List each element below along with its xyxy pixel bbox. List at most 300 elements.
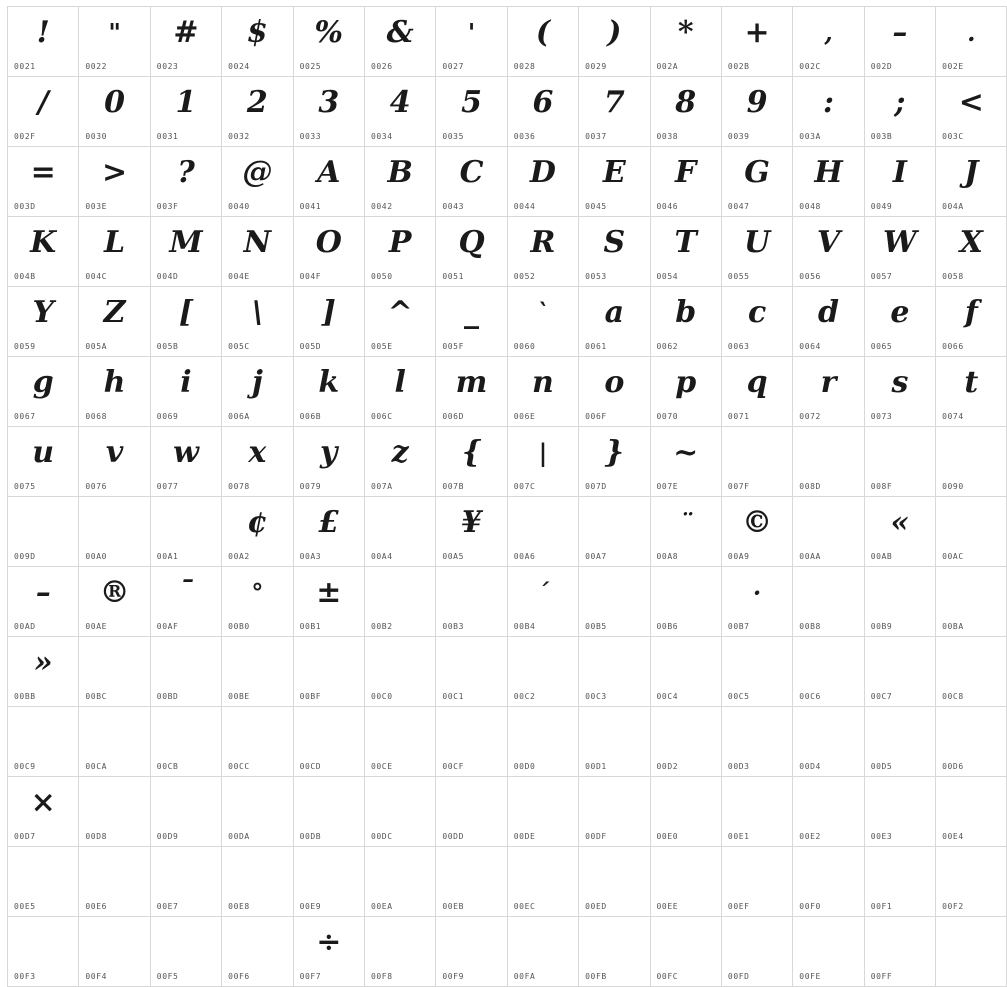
glyph-cell[interactable] [864, 847, 935, 917]
glyph-cell[interactable] [293, 567, 364, 637]
glyph-code-point: 00BD [156, 692, 179, 701]
glyph-cell[interactable] [650, 917, 721, 987]
glyph-code-point: 005D [299, 342, 322, 351]
glyph-cell[interactable] [150, 217, 221, 287]
glyph-cell[interactable] [364, 917, 435, 987]
glyph-cell[interactable] [436, 567, 507, 637]
glyph-code-point: 003A [799, 132, 821, 141]
glyph-cell[interactable] [936, 357, 1007, 427]
glyph-cell[interactable] [293, 917, 364, 987]
glyph-cell[interactable] [364, 847, 435, 917]
glyph-cell[interactable] [864, 217, 935, 287]
glyph-character [865, 641, 935, 685]
glyph-cell[interactable] [721, 217, 792, 287]
glyph-code-point: 006B [299, 412, 322, 421]
glyph-cell[interactable] [364, 637, 435, 707]
glyph-cell[interactable] [364, 7, 435, 77]
glyph-cell[interactable] [150, 497, 221, 567]
glyph-cell[interactable] [579, 567, 650, 637]
glyph-cell[interactable] [150, 707, 221, 777]
glyph-code-point: 0027 [442, 62, 465, 71]
glyph-cell[interactable] [79, 777, 150, 847]
glyph-character: X [959, 225, 983, 260]
glyph-cell[interactable] [364, 707, 435, 777]
glyph-cell[interactable] [8, 7, 79, 77]
glyph-cell[interactable] [293, 707, 364, 777]
glyph-character [365, 851, 435, 895]
glyph-cell[interactable] [8, 357, 79, 427]
glyph-character: Z [103, 295, 126, 330]
glyph-character: % [314, 15, 344, 50]
glyph-cell[interactable] [650, 77, 721, 147]
glyph-cell[interactable] [222, 287, 293, 357]
glyph-cell[interactable] [8, 707, 79, 777]
glyph-character: I [892, 155, 907, 190]
glyph-cell[interactable] [364, 77, 435, 147]
glyph-code-point: 00C9 [14, 762, 36, 771]
glyph-cell[interactable] [936, 497, 1007, 567]
glyph-cell[interactable] [79, 637, 150, 707]
glyph-cell[interactable] [864, 7, 935, 77]
glyph-cell[interactable] [436, 7, 507, 77]
glyph-cell[interactable] [579, 217, 650, 287]
glyph-character: = [30, 155, 56, 190]
glyph-code-point: 00F0 [799, 902, 821, 911]
glyph-cell[interactable] [579, 287, 650, 357]
glyph-cell[interactable] [936, 147, 1007, 217]
glyph-code-point: 0073 [870, 412, 893, 421]
glyph-code-point: 00C5 [727, 692, 750, 701]
glyph-cell[interactable] [721, 77, 792, 147]
glyph-cell[interactable] [936, 217, 1007, 287]
glyph-character [222, 641, 292, 685]
glyph-cell[interactable] [8, 917, 79, 987]
glyph-cell[interactable] [864, 777, 935, 847]
glyph-cell[interactable] [507, 917, 578, 987]
glyph-cell[interactable] [793, 357, 864, 427]
glyph-character [508, 501, 578, 545]
glyph-cell[interactable] [507, 217, 578, 287]
glyph-cell[interactable] [793, 217, 864, 287]
glyph-code-point: 00B9 [870, 622, 893, 631]
glyph-cell[interactable] [864, 707, 935, 777]
glyph-character: w [173, 435, 199, 470]
glyph-cell[interactable] [864, 567, 935, 637]
glyph-cell[interactable] [864, 147, 935, 217]
glyph-cell[interactable] [936, 567, 1007, 637]
glyph-cell[interactable] [507, 147, 578, 217]
glyph-cell[interactable] [579, 147, 650, 217]
glyph-character: : [822, 85, 835, 120]
glyph-cell[interactable] [721, 427, 792, 497]
glyph-code-point: 00B8 [799, 622, 821, 631]
glyph-cell[interactable] [222, 147, 293, 217]
glyph-character [79, 921, 149, 965]
glyph-cell[interactable] [436, 497, 507, 567]
glyph-cell[interactable] [721, 497, 792, 567]
glyph-character [722, 781, 792, 825]
glyph-character: ¨ [679, 508, 692, 537]
glyph-cell[interactable] [507, 287, 578, 357]
glyph-cell[interactable] [507, 427, 578, 497]
glyph-cell[interactable] [79, 707, 150, 777]
glyph-cell[interactable] [936, 77, 1007, 147]
glyph-cell[interactable] [579, 917, 650, 987]
glyph-cell[interactable] [79, 357, 150, 427]
glyph-cell[interactable] [579, 357, 650, 427]
glyph-cell[interactable] [436, 147, 507, 217]
glyph-cell[interactable] [864, 497, 935, 567]
glyph-character [793, 711, 863, 755]
glyph-cell[interactable] [793, 147, 864, 217]
glyph-cell[interactable] [364, 497, 435, 567]
glyph-row [8, 427, 1007, 497]
glyph-cell[interactable] [222, 777, 293, 847]
glyph-code-point: 00AF [156, 622, 179, 631]
glyph-cell[interactable] [436, 847, 507, 917]
glyph-cell[interactable] [222, 847, 293, 917]
glyph-cell[interactable] [793, 567, 864, 637]
glyph-cell[interactable] [650, 147, 721, 217]
glyph-code-point: 0031 [156, 132, 179, 141]
glyph-cell[interactable] [293, 427, 364, 497]
glyph-cell[interactable] [293, 777, 364, 847]
glyph-cell[interactable] [436, 357, 507, 427]
glyph-character [936, 431, 1006, 475]
glyph-cell[interactable] [293, 637, 364, 707]
glyph-code-point: 0029 [585, 62, 607, 71]
glyph-character [8, 711, 78, 755]
glyph-code-point: 0061 [585, 342, 607, 351]
glyph-cell[interactable] [507, 637, 578, 707]
glyph-cell[interactable] [364, 567, 435, 637]
glyph-cell[interactable] [507, 7, 578, 77]
glyph-cell[interactable] [150, 637, 221, 707]
glyph-character [508, 851, 578, 895]
glyph-cell[interactable] [650, 777, 721, 847]
glyph-code-point: 00B6 [656, 622, 679, 631]
glyph-code-point: 0026 [370, 62, 393, 71]
glyph-character [8, 921, 78, 965]
glyph-code-point: 00AE [85, 622, 108, 631]
glyph-cell[interactable] [793, 7, 864, 77]
glyph-cell[interactable] [8, 217, 79, 287]
glyph-cell[interactable] [222, 637, 293, 707]
glyph-code-point: 0030 [85, 132, 108, 141]
glyph-cell[interactable] [579, 707, 650, 777]
glyph-character: ' [467, 18, 476, 47]
glyph-character: e [890, 295, 910, 330]
glyph-cell[interactable] [8, 287, 79, 357]
glyph-cell[interactable] [150, 917, 221, 987]
glyph-cell[interactable] [650, 847, 721, 917]
glyph-cell[interactable] [222, 917, 293, 987]
glyph-character: } [604, 435, 624, 470]
glyph-cell[interactable] [721, 147, 792, 217]
glyph-cell[interactable] [650, 427, 721, 497]
glyph-code-point: 0060 [513, 342, 536, 351]
glyph-code-point: 0043 [442, 202, 465, 211]
glyph-character: + [744, 15, 770, 50]
glyph-cell[interactable] [936, 707, 1007, 777]
glyph-cell[interactable] [222, 357, 293, 427]
glyph-cell[interactable] [222, 707, 293, 777]
glyph-character: ; [894, 85, 906, 120]
glyph-cell[interactable] [293, 357, 364, 427]
glyph-cell[interactable] [150, 77, 221, 147]
glyph-cell[interactable] [79, 427, 150, 497]
glyph-cell[interactable] [507, 707, 578, 777]
glyph-character: x [248, 435, 267, 470]
glyph-cell[interactable] [650, 707, 721, 777]
glyph-cell[interactable] [793, 847, 864, 917]
glyph-cell[interactable] [436, 707, 507, 777]
glyph-cell[interactable] [8, 497, 79, 567]
glyph-character: ± [316, 575, 342, 610]
glyph-cell[interactable] [293, 147, 364, 217]
glyph-character [936, 571, 1006, 615]
glyph-cell[interactable] [579, 427, 650, 497]
glyph-code-point: 007D [585, 482, 607, 491]
glyph-character [436, 711, 506, 755]
glyph-cell[interactable] [650, 7, 721, 77]
glyph-cell[interactable] [8, 427, 79, 497]
glyph-cell[interactable] [79, 217, 150, 287]
glyph-character [793, 921, 863, 965]
glyph-cell[interactable] [222, 7, 293, 77]
glyph-cell[interactable] [936, 7, 1007, 77]
glyph-cell[interactable] [793, 917, 864, 987]
glyph-cell[interactable] [222, 77, 293, 147]
glyph-row [8, 567, 1007, 637]
glyph-cell[interactable] [436, 637, 507, 707]
glyph-cell[interactable] [8, 777, 79, 847]
glyph-cell[interactable] [364, 217, 435, 287]
glyph-cell[interactable] [936, 287, 1007, 357]
glyph-cell[interactable] [79, 7, 150, 77]
glyph-character: R [530, 225, 556, 260]
glyph-code-point: 00F9 [442, 972, 465, 981]
glyph-character: u [32, 435, 55, 470]
glyph-cell[interactable] [793, 637, 864, 707]
glyph-cell[interactable] [436, 777, 507, 847]
glyph-cell[interactable] [222, 497, 293, 567]
glyph-cell[interactable] [721, 707, 792, 777]
glyph-cell[interactable] [721, 7, 792, 77]
glyph-cell[interactable] [222, 567, 293, 637]
glyph-cell[interactable] [150, 427, 221, 497]
glyph-cell[interactable] [79, 567, 150, 637]
glyph-cell[interactable] [793, 497, 864, 567]
glyph-cell[interactable] [150, 287, 221, 357]
glyph-cell[interactable] [721, 287, 792, 357]
glyph-cell[interactable] [293, 847, 364, 917]
glyph-cell[interactable] [8, 77, 79, 147]
glyph-code-point: 0079 [299, 482, 322, 491]
glyph-character: – [892, 15, 908, 50]
glyph-character: 2 [246, 85, 268, 120]
glyph-cell[interactable] [79, 917, 150, 987]
glyph-character [294, 851, 364, 895]
glyph-cell[interactable] [721, 777, 792, 847]
glyph-cell[interactable] [579, 637, 650, 707]
glyph-cell[interactable] [793, 287, 864, 357]
glyph-code-point: 0042 [370, 202, 393, 211]
glyph-cell[interactable] [579, 497, 650, 567]
glyph-code-point: 00DF [585, 832, 607, 841]
glyph-cell[interactable] [293, 7, 364, 77]
glyph-cell[interactable] [864, 77, 935, 147]
glyph-character: O [315, 225, 342, 260]
glyph-cell[interactable] [222, 217, 293, 287]
glyph-cell[interactable] [150, 357, 221, 427]
glyph-character: ° [251, 578, 264, 607]
glyph-character: t [964, 365, 979, 400]
glyph-character: ] [321, 295, 336, 330]
glyph-cell[interactable] [650, 497, 721, 567]
glyph-cell[interactable] [936, 427, 1007, 497]
glyph-row [8, 497, 1007, 567]
glyph-cell[interactable] [936, 847, 1007, 917]
glyph-code-point: 00CB [156, 762, 179, 771]
glyph-cell[interactable] [150, 847, 221, 917]
glyph-character [365, 571, 435, 615]
glyph-cell[interactable] [436, 917, 507, 987]
glyph-code-point: 0038 [656, 132, 679, 141]
glyph-character [651, 851, 721, 895]
glyph-character [722, 921, 792, 965]
glyph-character [508, 711, 578, 755]
glyph-cell[interactable] [150, 7, 221, 77]
glyph-cell[interactable] [936, 637, 1007, 707]
glyph-cell[interactable] [864, 427, 935, 497]
glyph-cell[interactable] [79, 497, 150, 567]
glyph-cell[interactable] [8, 637, 79, 707]
glyph-cell[interactable] [8, 847, 79, 917]
glyph-cell[interactable] [79, 147, 150, 217]
glyph-code-point: 002E [942, 62, 964, 71]
glyph-cell[interactable] [579, 777, 650, 847]
glyph-code-point: 0021 [14, 62, 36, 71]
glyph-cell[interactable] [650, 217, 721, 287]
glyph-cell[interactable] [864, 287, 935, 357]
glyph-cell[interactable] [579, 77, 650, 147]
glyph-code-point: 00A5 [442, 552, 465, 561]
glyph-code-point: 00D1 [585, 762, 607, 771]
glyph-cell[interactable] [436, 427, 507, 497]
glyph-character [793, 571, 863, 615]
glyph-cell[interactable] [436, 287, 507, 357]
glyph-code-point: 00F4 [85, 972, 108, 981]
glyph-code-point: 006F [585, 412, 607, 421]
glyph-cell[interactable] [293, 217, 364, 287]
glyph-cell[interactable] [364, 287, 435, 357]
glyph-character [651, 641, 721, 685]
glyph-character: S [603, 225, 626, 260]
glyph-cell[interactable] [364, 147, 435, 217]
glyph-cell[interactable] [579, 7, 650, 77]
glyph-code-point: 00B5 [585, 622, 607, 631]
glyph-cell[interactable] [150, 147, 221, 217]
glyph-character: E [602, 155, 626, 190]
glyph-cell[interactable] [793, 707, 864, 777]
glyph-cell[interactable] [79, 847, 150, 917]
glyph-cell[interactable] [650, 567, 721, 637]
glyph-cell[interactable] [150, 777, 221, 847]
glyph-cell[interactable] [864, 917, 935, 987]
glyph-character [365, 921, 435, 965]
glyph-cell[interactable] [936, 777, 1007, 847]
glyph-cell[interactable] [8, 147, 79, 217]
glyph-cell[interactable] [864, 357, 935, 427]
glyph-character: Y [32, 295, 54, 330]
glyph-character: o [604, 365, 625, 400]
glyph-cell[interactable] [364, 427, 435, 497]
glyph-code-point: 008F [870, 482, 893, 491]
glyph-cell[interactable] [364, 777, 435, 847]
glyph-code-point: 00A3 [299, 552, 322, 561]
glyph-character [508, 781, 578, 825]
glyph-character: ^ [387, 295, 413, 330]
glyph-cell[interactable] [721, 847, 792, 917]
glyph-cell[interactable] [293, 497, 364, 567]
glyph-code-point: 005B [156, 342, 179, 351]
glyph-cell[interactable] [507, 847, 578, 917]
glyph-cell[interactable] [293, 287, 364, 357]
glyph-cell[interactable] [79, 77, 150, 147]
glyph-cell[interactable] [364, 357, 435, 427]
glyph-character: v [105, 435, 124, 470]
glyph-cell[interactable] [507, 497, 578, 567]
glyph-cell[interactable] [293, 77, 364, 147]
glyph-cell[interactable] [793, 777, 864, 847]
glyph-character [722, 641, 792, 685]
glyph-cell[interactable] [150, 567, 221, 637]
glyph-cell[interactable] [8, 567, 79, 637]
glyph-cell[interactable] [793, 427, 864, 497]
glyph-cell[interactable] [436, 77, 507, 147]
glyph-code-point: 00C6 [799, 692, 821, 701]
glyph-character: m [455, 365, 488, 400]
glyph-cell[interactable] [721, 357, 792, 427]
glyph-cell[interactable] [721, 917, 792, 987]
glyph-cell[interactable] [650, 287, 721, 357]
glyph-character: / [37, 85, 49, 120]
glyph-cell[interactable] [936, 917, 1007, 987]
glyph-cell[interactable] [507, 77, 578, 147]
glyph-code-point: 00BB [14, 692, 36, 701]
glyph-cell[interactable] [579, 847, 650, 917]
glyph-cell[interactable] [436, 217, 507, 287]
glyph-cell[interactable] [864, 637, 935, 707]
glyph-code-point: 003B [870, 132, 893, 141]
glyph-cell[interactable] [721, 637, 792, 707]
glyph-character: V [816, 225, 841, 260]
glyph-cell[interactable] [650, 357, 721, 427]
glyph-character: n [532, 365, 554, 400]
glyph-cell[interactable] [222, 427, 293, 497]
glyph-character: ( [535, 15, 551, 50]
glyph-cell[interactable] [507, 357, 578, 427]
glyph-cell[interactable] [793, 77, 864, 147]
glyph-cell[interactable] [507, 567, 578, 637]
glyph-cell[interactable] [507, 777, 578, 847]
glyph-character [936, 641, 1006, 685]
glyph-code-point: 00D5 [870, 762, 893, 771]
glyph-cell[interactable] [650, 637, 721, 707]
glyph-cell[interactable] [79, 287, 150, 357]
glyph-cell[interactable] [721, 567, 792, 637]
